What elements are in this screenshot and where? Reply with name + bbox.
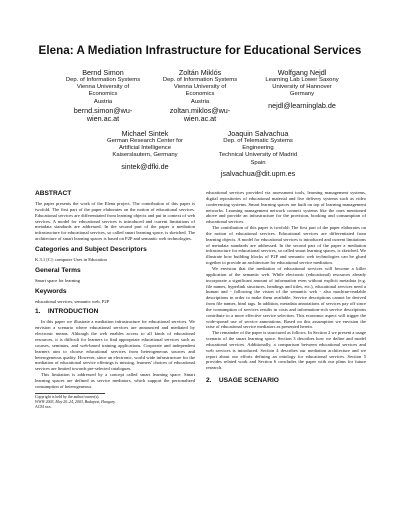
paper-title: Elena: A Mediation Infrastructure for Educational Services	[38, 44, 362, 57]
categories-text: K.3.1 [C]: computer Uses in Education	[35, 256, 107, 262]
body-paragraph: educational services provided via assessment tools, learning management systems, digital repositories of educational material and live delivery systems such as video conferencing systems. Smart learning spaces are built on top of learning management networks. Learning management network connect systems like the ones mentioned above and provide an infrastructure for the provision, booking and consumption of educational services.	[206, 190, 366, 225]
author-affiliation-line: Engineering	[242, 145, 274, 152]
author-affiliation-line: Dep. of Information Systems	[162, 77, 238, 83]
author-affiliation-line: Austria	[93, 98, 113, 105]
author-affiliation-line: Dep. of Telematic Systems	[223, 138, 293, 144]
author-affiliation-line: Germany	[289, 91, 315, 98]
author-affiliation-line: University of Hannover	[272, 84, 332, 91]
author-affiliation-line: Artificial Intelligence	[118, 145, 172, 152]
author-name: Wolfgang Nejdl	[277, 68, 327, 77]
keywords-heading: Keywords	[35, 287, 67, 295]
author-name: Joaquin Salvachua	[227, 129, 289, 138]
introduction-heading: 1. INTRODUCTION	[35, 308, 99, 316]
author-affiliation-line: German Research Center for	[107, 138, 183, 144]
author-block	[243, 68, 361, 110]
author-email: nejdl@learninglab.de	[268, 100, 336, 110]
author-block	[141, 68, 259, 124]
author-name: Zoltán Miklós	[178, 68, 222, 77]
abstract-text: The paper presents the work of the Elena project. The contribution of this paper is twofold. The first part of the paper elaborates on the notion of educational services. Educational services are differentiated from learning objects and put in context of web services. A model for educational services is introduced and current limitations of metadata standards are addressed. In the second part of the paper a mediation infrastructure for educational services, so called smart learning space, is sketched. The architecture of smart learning spaces is based on P2P and semantic web technologies.	[35, 201, 195, 242]
author-email: jsalvachua@dit.upm.es	[220, 168, 296, 178]
author-affiliation-line: Learning Lab Lower Saxony	[265, 77, 339, 83]
introduction-paragraph: This limitation is addressed by a concept called smart learning space. Smart learning spaces are defined as service mediators, which support the personalized consumption of heterogeneous	[35, 372, 195, 389]
categories-heading: Categories and Subject Descriptors	[35, 245, 147, 253]
footnote-divider	[35, 393, 105, 394]
author-affiliation-line: Vienna University of	[173, 84, 227, 91]
keywords-text: educational services, semantic web, P2P	[35, 298, 110, 304]
author-email: sintek@dfki.de	[121, 161, 169, 171]
left-column	[35, 190, 195, 410]
author-affiliation-line: Vienna University of	[76, 84, 130, 91]
footnote-acm: ACM xxx.	[35, 404, 52, 409]
footnote-copyright: Copyright is held by the author/owner(s).	[35, 394, 100, 399]
author-email: bernd.simon@wu-wien.ac.at	[73, 105, 133, 124]
author-affiliation-line: Dep. of Information Systems	[65, 77, 141, 83]
abstract-heading: ABSTRACT	[35, 190, 72, 197]
right-column	[206, 190, 366, 388]
author-name: Bernd Simon	[82, 68, 124, 77]
author-affiliation-line: Economics	[185, 91, 215, 98]
usage-scenario-heading: 2. USAGE SCENARIO	[206, 377, 279, 385]
author-affiliation-line: Austria	[190, 98, 210, 105]
general-terms-heading: General Terms	[35, 266, 81, 274]
body-paragraph: We envision that the mediation of educational services will become a killer application of the semantic web. While electronic (educational) resources already incorporate a significant amount of information even without explicit metadata (e.g. file names, hyperlink structures, headings and titles, etc.), educational services need a human and - following the vision of the semantic web - also machine-readable descriptions in order to make them available. Service descriptions cannot be derived from file names, html tags. In addition, metadata annotations of services pay off since the consumption of services results in costs and information-rich service descriptions contribute to a more effective service selection. This economic aspect will trigger the wide-spread use of service annotations. Based on this assumption we envision the raise of educational service mediators as presented herein.	[206, 265, 366, 330]
author-name: Michael Sintek	[121, 129, 169, 138]
body-paragraph: The contribution of this paper is twofold: The first part of the paper elaborates on the notion of educational services. Educational services are differentiated from learning objects. A model for educational services is introduced and current limitations of metadata standards are addressed. In the second part of the paper a mediation infrastructure for educational services, so called smart learning spaces, is sketched. We illustrate how building blocks of P2P and semantic web technologies can be glued together to provide an architecture for educational service mediation.	[206, 225, 366, 266]
author-email: zoltan.miklos@wu-wien.ac.at	[169, 105, 231, 124]
author-block	[199, 129, 317, 178]
author-affiliation-line: Economics	[88, 91, 118, 98]
body-paragraph: The remainder of the paper is structured as follows. In Section 2 we present a usage scenario of the smart learning space. Section 3 describes how we define and model educational services. Additionally, a comparison between educational services and web services is introduced. Section 4 describes our mediation architecture and we report about our efforts defining an ontology for educational services. Section 5 provides related work and Section 6 concludes the paper with our plans for future research.	[206, 330, 366, 371]
author-affiliation-line: Technical University of Madrid	[218, 152, 298, 159]
copyright-footnote	[35, 393, 195, 410]
footnote-conference: WWW 2003, May 20–24, 2003, Budapest, Hungary.	[35, 399, 116, 404]
general-terms-text: Smart space for learning	[35, 277, 81, 283]
author-affiliation-line: Spain	[250, 159, 266, 166]
author-affiliation-line: Kaiserslautern, Germany	[112, 152, 178, 159]
author-block	[86, 129, 204, 171]
introduction-paragraph: In this paper we illustrate a mediation infrastructure for educational services. We envision a scenario where educational services are announced and mediated by electronic means. Although the web enables access to all kinds of educational resources, it is difficult for learners to find appropriate educational services such as courses, seminars, and web-based training applications. Corporate and independent learners aim to choose educational services from heterogeneous sources and heterogeneous quality. However, since an electronic, world wide infrastructure for the mediation of educational service offerings is missing, learners' choices of educational services are limited towards pre-selected catalogues.	[35, 319, 195, 372]
